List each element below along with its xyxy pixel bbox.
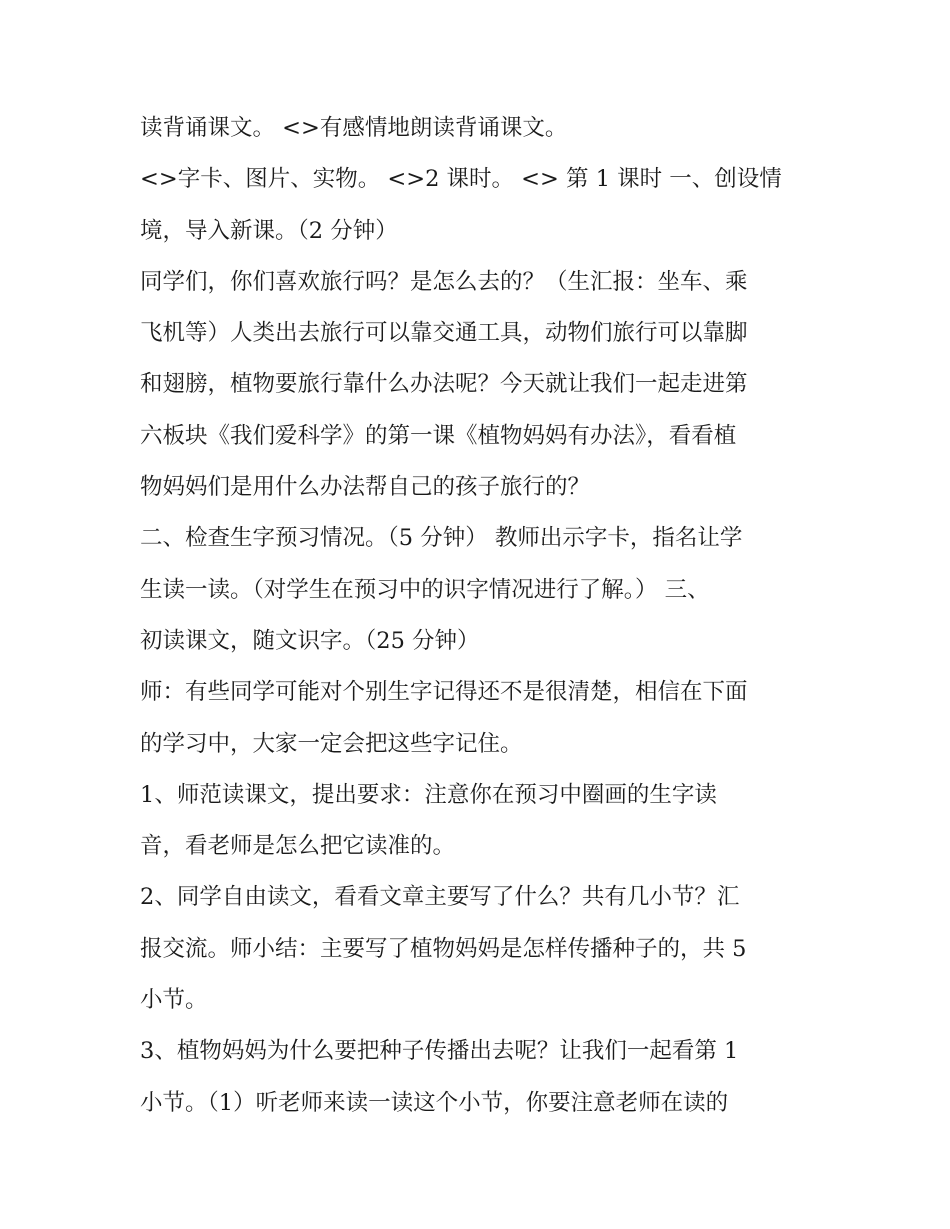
text-line: 2、同学自由读文，看看文章主要写了什么？共有几小节？汇: [140, 884, 740, 911]
text-line: 的学习中，大家一定会把这些字记住。: [140, 730, 523, 757]
text-line: 报交流。师小结：主要写了植物妈妈是怎样传播种子的，共 5: [140, 935, 747, 962]
text-line: 和翅膀，植物要旅行靠什么办法呢？今天就让我们一起走进第: [140, 371, 748, 398]
text-line: <>字卡、图片、实物。 <>2 课时。 <> 第 1 课时 一、创设情: [140, 166, 782, 193]
text-line: 读背诵课文。 <>有感情地朗读背诵课文。: [140, 115, 568, 141]
text-line: 二、检查生字预习情况。（5 分钟） 教师出示字卡，指名让学: [140, 525, 743, 552]
text-line: 1、师范读课文，提出要求：注意你在预习中圈画的生字读: [140, 781, 717, 808]
text-line: 音，看老师是怎么把它读准的。: [140, 833, 456, 860]
text-line: 初读课文，随文识字。（25 分钟）: [140, 627, 480, 654]
text-line: 师：有些同学可能对个别生字记得还不是很清楚，相信在下面: [140, 679, 748, 706]
text-line: 境，导入新课。（2 分钟）: [140, 217, 398, 244]
document-body: [140, 103, 830, 1129]
text-line: 小节。: [140, 987, 208, 1014]
text-line: 物妈妈们是用什么办法帮自己的孩子旅行的？: [140, 474, 591, 501]
text-line: 生读一读。（对学生在预习中的识字情况进行了解。） 三、: [140, 576, 710, 603]
text-line: 3、植物妈妈为什么要把种子传播出去呢？让我们一起看第 1: [140, 1038, 739, 1065]
text-line: 同学们，你们喜欢旅行吗？是怎么去的？（生汇报：坐车、乘: [140, 268, 748, 295]
text-line: 小节。（1）听老师来读一读这个小节，你要注意老师在读的: [140, 1089, 729, 1116]
text-line: 六板块《我们爱科学》的第一课《植物妈妈有办法》，看看植: [140, 422, 737, 449]
text-line: 飞机等）人类出去旅行可以靠交通工具，动物们旅行可以靠脚: [140, 320, 748, 347]
